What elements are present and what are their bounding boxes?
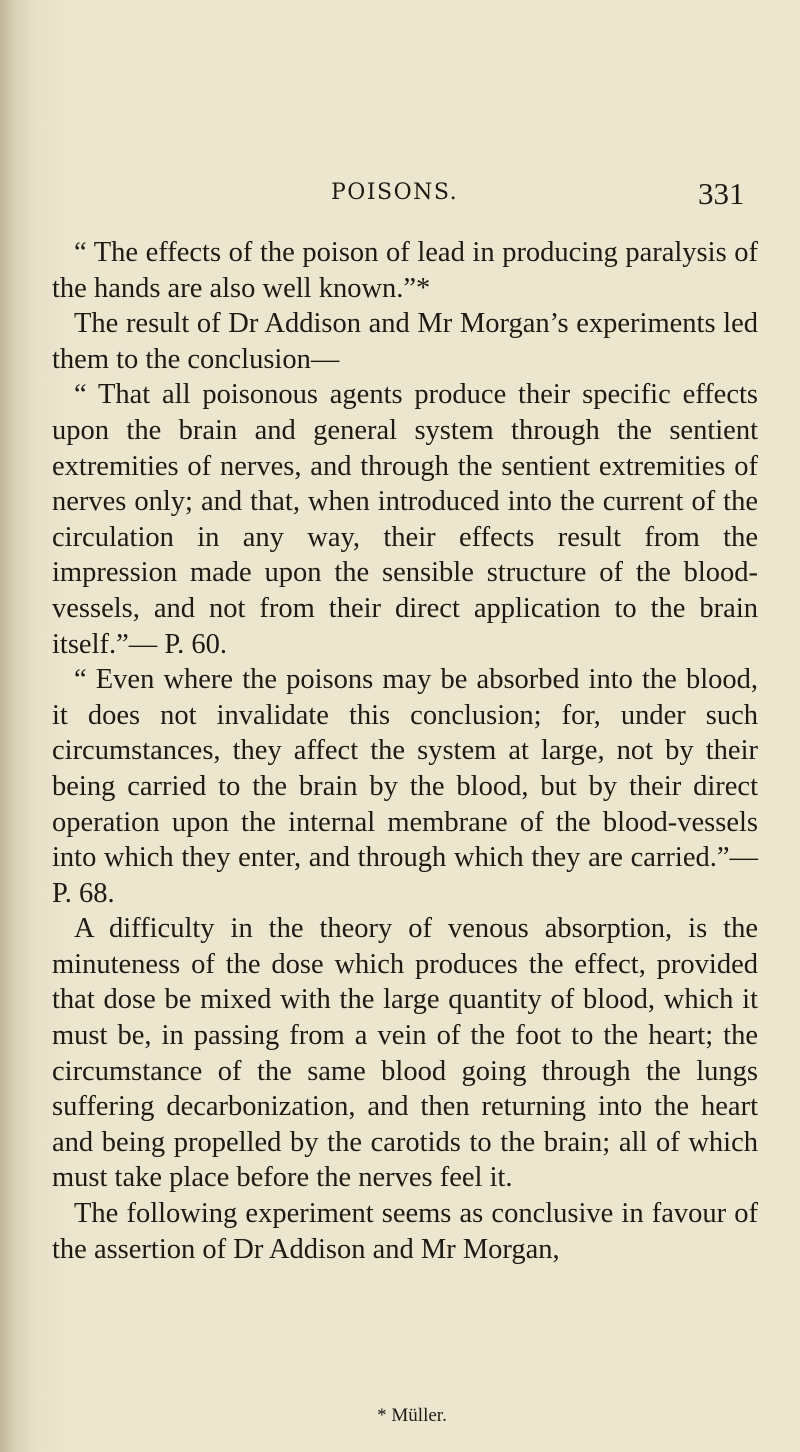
paragraph: The following experiment seems as conclusive in favour of the assertion of Dr Addison and Mr Morgan, xyxy=(52,1198,758,1265)
paragraph: The result of Dr Addison and Mr Morgan’s experiments led them to the conclusion— xyxy=(52,308,758,375)
body-text xyxy=(52,235,758,1267)
block-quote: “ Even where the poisons may be absorbed into the blood, it does not invalidate this conclusion; for, under such circumstances, they affect the system at large, not by their being carried to the brain by the blood, but by their direct operation upon the internal membrane of the blood-vessels into which they enter, and through which they are carried.”— P. 68. xyxy=(52,664,758,909)
running-head xyxy=(0,176,800,220)
block-quote: “ That all poisonous agents produce their specific effects upon the brain and general system through the sentient extremities of nerves, and through the sentient extremities of nerves only; and that, when introduced into the current of the circulation in any way, their effects result from the impression made upon the sensible structure of the blood-vessels, and not from their direct application to the brain itself.”— P. 60. xyxy=(52,379,758,660)
page-number: 331 xyxy=(698,176,745,211)
footnote: * Müller. xyxy=(377,1405,447,1426)
paragraph: A difficulty in the theory of venous absorption, is the minuteness of the dose which produces the effect, provided that dose be mixed with the large quantity of blood, which it must be, in passing from a vein of the foot to the heart; the circumstance of the same blood going through the lungs suffering decarbonization, and then returning into the heart and being propelled by the carotids to the brain; all of which must take place before the nerves feel it. xyxy=(52,913,758,1194)
running-head-title: POISONS. xyxy=(331,180,459,205)
paragraph: “ The effects of the poison of lead in producing paralysis of the hands are also well known.”* xyxy=(52,237,758,304)
